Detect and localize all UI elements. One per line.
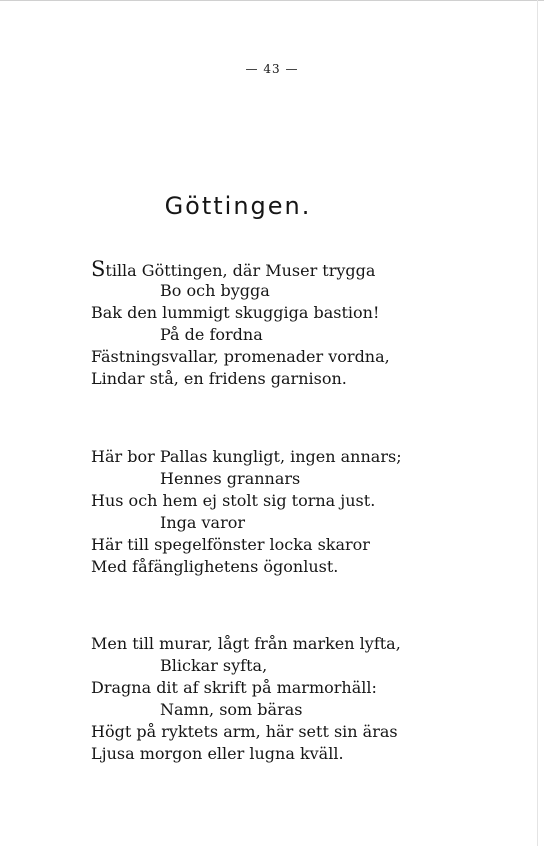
poem-line — [91, 258, 511, 280]
poem-title: Göttingen. — [164, 192, 312, 220]
poem-line: Lindar stå, en fridens garnison. — [91, 369, 347, 388]
poem-line: Hus och hem ej stolt sig torna just. — [91, 491, 376, 510]
line-text: tilla Göttingen, där Muser trygga — [105, 261, 376, 280]
poem-line: Ljusa morgon eller lugna kväll. — [91, 744, 344, 763]
poem-line: Bo och bygga — [160, 281, 270, 300]
stanza-2 — [91, 446, 511, 578]
poem-line: Hennes grannars — [160, 469, 301, 488]
poem-line: Högt på ryktets arm, här sett sin äras — [91, 722, 398, 741]
poem-line: Här bor Pallas kungligt, ingen annars; — [91, 447, 402, 466]
poem-line: Men till murar, lågt från marken lyfta, — [91, 634, 401, 653]
poem-line: Med fåfänglighetens ögonlust. — [91, 557, 339, 576]
poem-line: Dragna dit af skrift på marmorhäll: — [91, 678, 377, 697]
page-number: — 43 — — [245, 62, 299, 76]
poem-line: Fästningsvallar, promenader vordna, — [91, 347, 390, 366]
page-edge-right — [537, 0, 538, 846]
initial-letter: S — [91, 257, 106, 281]
poem-line: Blickar syfta, — [160, 656, 268, 675]
poem-line: På de fordna — [160, 325, 263, 344]
poem-line: Namn, som bäras — [160, 700, 303, 719]
stanza-1 — [91, 258, 511, 390]
poem-line: Inga varor — [160, 513, 245, 532]
stanza-3 — [91, 633, 511, 765]
poem-line: Här till spegelfönster locka skaror — [91, 535, 370, 554]
page-edge-top — [0, 0, 544, 1]
poem-line: Bak den lummigt skuggiga bastion! — [91, 303, 380, 322]
